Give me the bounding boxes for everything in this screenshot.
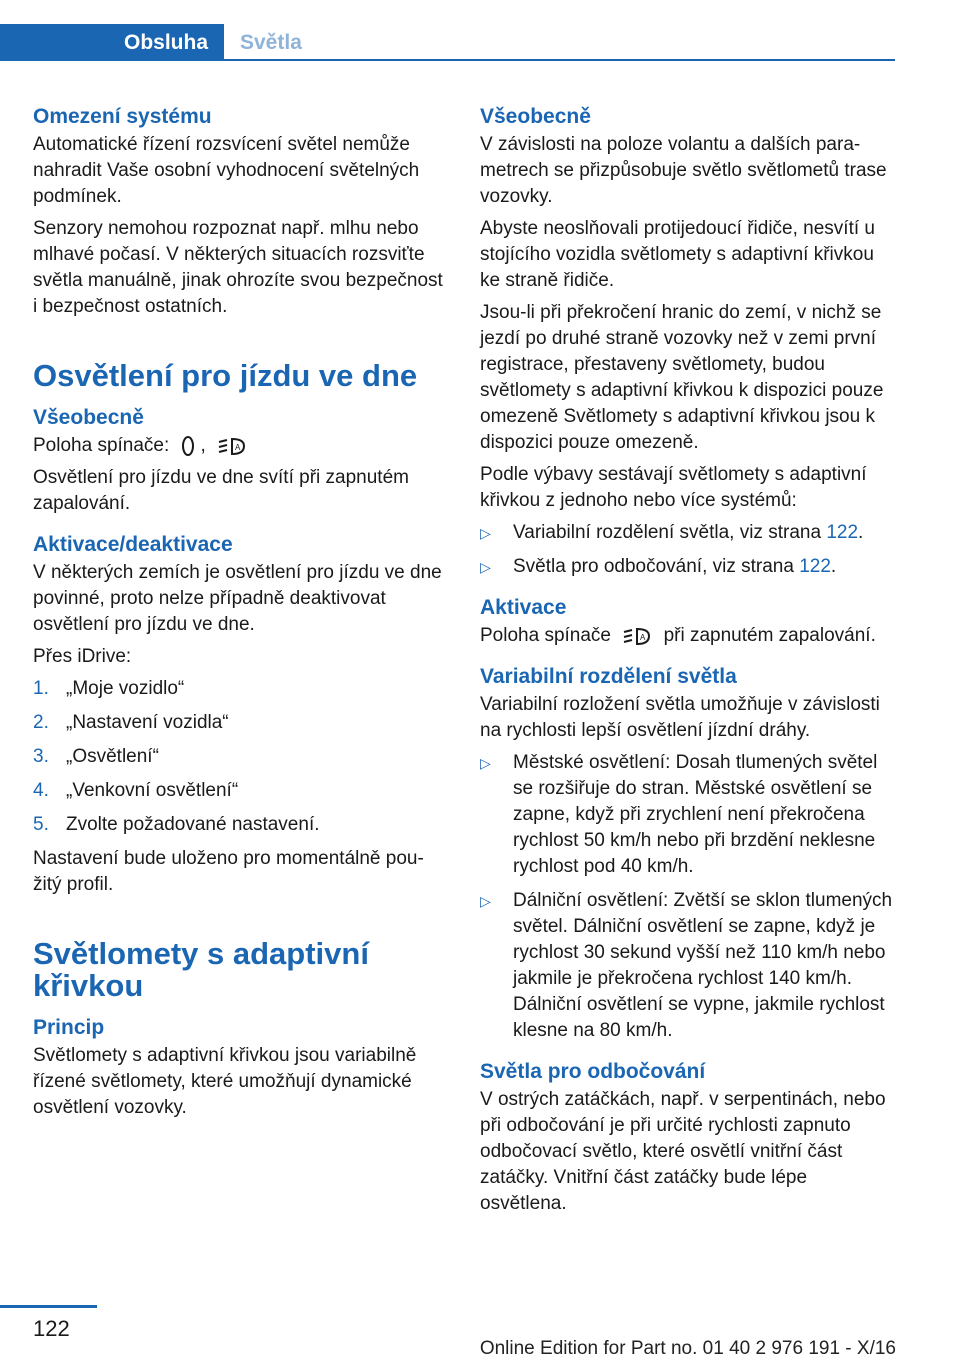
paragraph: V některých zemích je osvětlení pro jízdu ve dne povinné, proto nelze případně deaktivovat osvětlení pro jízdu ve dne. — [33, 562, 442, 635]
page-link[interactable]: 122 — [799, 556, 831, 577]
section-title-vseobecne-right: Všeobecně — [480, 105, 591, 128]
light-switch-zero-icon — [181, 435, 195, 457]
section-title-aktivace-deaktivace: Aktivace/deaktivace — [33, 533, 233, 556]
bullet-arrow-icon: ▷ — [480, 755, 491, 771]
paragraph: Podle výbavy sestávají světlomety s adaptivní křivkou z jednoho nebo více systémů: — [480, 464, 867, 511]
list-item: 4. „Venkovní osvětlení“ — [33, 780, 239, 801]
right-column — [480, 103, 898, 1223]
svg-text:A: A — [640, 632, 646, 642]
list-item: 1. „Moje vozidlo“ — [33, 678, 185, 699]
paragraph: Jsou-li při překročení hranic do zemí, v nichž se jezdí po druhé straně vozovky než v zemi první registrace, přestaveny světlomety, budou světlomety s adaptivní křivkou k dispozici pouze omezeně Světlomety s adaptivní křivkou jsou k dispozici pouze omezeně. — [480, 302, 884, 453]
header-divider — [0, 59, 895, 61]
chapter-title-afl: Světlomety s adaptivní křivkou — [33, 936, 369, 1003]
list-item: ▷ Dálniční osvětlení: Zvětší se sklon tlumených světel. Dálniční osvětlení se zapne, když je rychlost 30 sekund vyšší než 110 km/h nebo jakmile je překročena rychlost 140 km/h. Dálniční osvětlení se vypne, jakmile rychlost klesne na 80 km/h. — [480, 888, 898, 1044]
edition-note: Online Edition for Part no. 01 40 2 976 191 - X/16 — [479, 1338, 896, 1359]
paragraph: V závislosti na poloze volantu a dalších parametrech se přizpůsobuje světlo světlometů trase vozovky. — [480, 134, 887, 207]
idrive-steps-list — [33, 676, 443, 838]
header-tabbar — [0, 24, 895, 61]
list-item: ▷ Městské osvětlení: Dosah tlumených světel se rozšiřuje do stran. Městské osvětlení se zapne, když při zrychlení není překročena rychlost 50 km/h nebo při brzdění neklesne rychlost pod 40 km/h. — [480, 750, 898, 880]
paragraph: Osvětlení pro jízdu ve dne svítí při zapnutém zapalování. — [33, 467, 409, 514]
section-title-vseobecne: Všeobecně — [33, 406, 144, 429]
section-title-variabilni: Variabilní rozdělení světla — [480, 665, 737, 688]
page-link[interactable]: 122 — [826, 522, 859, 543]
list-item: 3. „Osvětlení“ — [33, 746, 159, 767]
bullet-arrow-icon: ▷ — [480, 893, 491, 909]
section-title-aktivace: Aktivace — [480, 596, 567, 619]
page-number: 122 — [33, 1316, 70, 1341]
list-item: ▷ Variabilní rozdělení světla, viz strana 122. — [480, 520, 898, 546]
light-switch-auto-icon — [622, 625, 652, 647]
paragraph: Senzory nemohou rozpoznat např. mlhu nebo mlhavé počasí. V některých situacích rozsviťte světla manuálně, jinak ohrozíte svou bezpečnost i bezpečnost ostatních. — [33, 218, 443, 317]
switch-position-line: Poloha spínače: , A — [33, 433, 443, 459]
bullet-arrow-icon: ▷ — [480, 525, 491, 541]
paragraph: Nastavení bude uloženo pro momentálně použitý profil. — [33, 848, 424, 895]
tab-svetla[interactable]: Světla — [240, 31, 302, 54]
paragraph: Přes iDrive: — [33, 646, 132, 667]
systems-list — [480, 520, 898, 580]
paragraph: Abyste neoslňovali protijedoucí řidiče, nesvítí u stojícího vozidla světlomety s adaptivní křivkou ke straně řidiče. — [480, 218, 875, 291]
section-title-omezeni: Omezení systému — [33, 105, 212, 128]
chapter-title-drl: Osvětlení pro jízdu ve dne — [33, 358, 418, 393]
footer-divider — [0, 1305, 97, 1308]
variable-light-list — [480, 750, 898, 1044]
left-column — [33, 103, 443, 1127]
section-title-odbocovani: Světla pro odbočování — [480, 1060, 706, 1083]
paragraph: Světlomety s adaptivní křivkou jsou variabilně řízené světlomety, které umožňují dynamické osvětlení vozovky. — [33, 1045, 417, 1118]
paragraph: V ostrých zatáčkách, např. v serpentinách, nebo při odbočování je při určité rychlosti zapnuto odbočovací světlo, které osvětlí vnitřní část zatáčky. Vnitřní část zatáčky bude lépe osvětlena. — [480, 1089, 886, 1214]
svg-text:A: A — [235, 442, 241, 452]
list-item: 2. „Nastavení vozidla“ — [33, 712, 229, 733]
light-switch-auto-icon — [217, 435, 247, 457]
paragraph: Automatické řízení rozsvícení světel nemůže nahradit Vaše osobní vyhodnocení světelných podmínek. — [33, 134, 420, 207]
switch-position-line: Poloha spínače A při zapnutém zapalování. — [480, 625, 876, 646]
paragraph: Variabilní rozložení světla umožňuje v závislosti na rychlosti lepší osvětlení jízdní dráhy. — [480, 694, 880, 741]
bullet-arrow-icon: ▷ — [480, 559, 491, 575]
section-title-princip: Princip — [33, 1016, 105, 1039]
list-item: 5. Zvolte požadované nastavení. — [33, 814, 320, 835]
tab-obsluha[interactable]: Obsluha — [0, 24, 224, 61]
list-item: ▷ Světla pro odbočování, viz strana 122. — [480, 554, 898, 580]
